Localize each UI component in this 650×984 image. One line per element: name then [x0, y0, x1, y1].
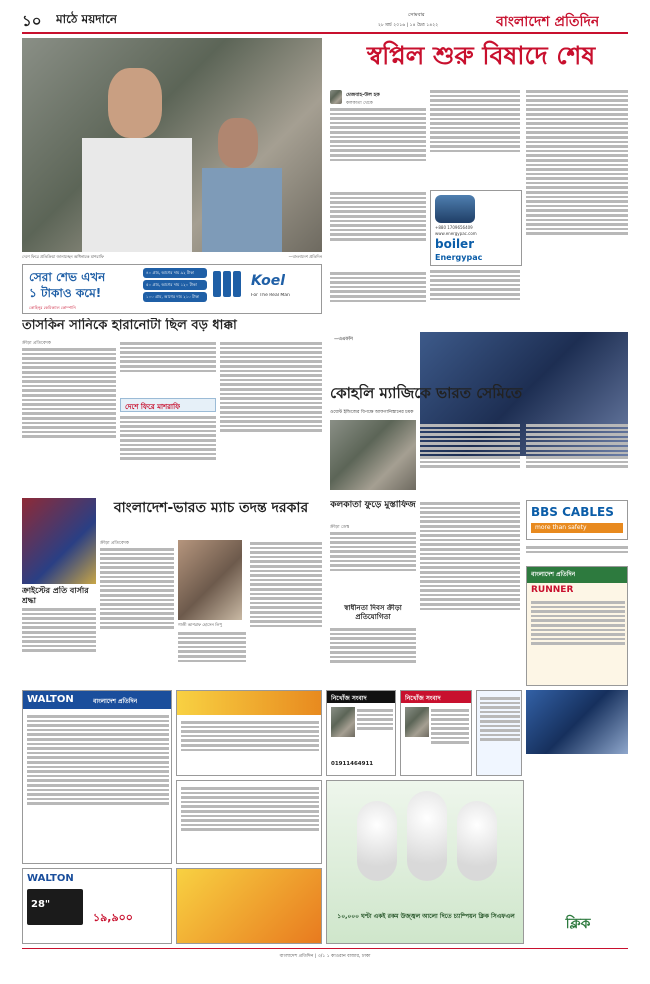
photo-credit: —বাংলাদেশ প্রতিদিন	[288, 254, 322, 259]
quiz-banner-header	[177, 691, 321, 715]
koel-company: কোহিনূর কেমিক্যাল কোম্পানি	[29, 305, 76, 310]
article4-col2	[178, 630, 246, 686]
runner-bike-ad[interactable]	[526, 690, 628, 754]
mustafiz-col2	[526, 544, 628, 562]
koel-tagline: For The Real Man	[251, 293, 290, 298]
afghan-photo	[330, 420, 416, 490]
footer-rule	[22, 948, 628, 949]
side2-headline: কলকাতা ফুড়ে মুস্তাফিজ	[330, 500, 416, 510]
cfl-bulb-2	[407, 791, 447, 881]
koel-offer2: ৫০ গ্রাম, আগের দাম ১২০ টাকা	[146, 282, 197, 287]
energypac-brand: Energypac	[435, 253, 483, 262]
brand-logo: বাংলাদেশ প্রতিদিন	[496, 14, 600, 30]
bbs-tagline: more than safety	[535, 524, 587, 531]
obituary-photo	[331, 707, 355, 737]
koel-offer1: ৪০ গ্রাম, আগের দাম ৯২ টাকা	[146, 270, 195, 275]
runner-quiz-brand: RUNNER	[531, 585, 574, 595]
lead-body-col3	[526, 88, 628, 326]
koel-can2	[223, 271, 231, 297]
article3-headline: কোহলি ম্যাজিকে ভারত সেমিতে	[330, 384, 523, 402]
walton-ad-brand: WALTON	[27, 873, 74, 884]
click-brand: ক্লিক	[565, 916, 591, 932]
missing-photo	[405, 707, 429, 737]
article2-subhead: দেশে ফিরে মাশরাফি	[125, 403, 181, 411]
side3-body	[330, 626, 416, 686]
quiz-form-body	[181, 785, 319, 861]
walton-quiz-questions	[27, 713, 169, 861]
section-title: মাঠে ময়দানে	[56, 12, 118, 26]
issue-date: ২৮ মার্চ ২০১৬ | ১৪ চৈত্র ১৪২২	[378, 23, 439, 28]
article3-photo-caption: —এএফপি	[334, 337, 353, 342]
tiger-ad[interactable]	[176, 868, 322, 944]
walton-tv-ad[interactable]	[22, 868, 172, 944]
article3-intro: ওয়েস্ট ইন্ডিজের বিপক্ষে আফগানিস্তানের চমক	[330, 410, 414, 415]
missing-title: নিখোঁজ সংবাদ	[405, 695, 441, 702]
missing-box	[400, 690, 472, 776]
article3-col3	[420, 500, 520, 686]
lead-body-col1	[330, 106, 426, 190]
lead-body-col6	[330, 270, 426, 326]
energypac-phone: +880 1709656409	[435, 225, 473, 230]
article2-headline: তাসকিন সানিকে হারানোটা ছিল বড় ধাক্কা	[22, 318, 237, 333]
article4-byline: ক্রীড়া প্রতিবেদক	[100, 541, 129, 546]
lead-body-col4	[330, 190, 426, 270]
walton-quiz-brand: WALTON	[27, 694, 74, 705]
koel-can1	[213, 271, 221, 297]
koel-ad[interactable]	[22, 264, 322, 314]
footer-text: বাংলাদেশ প্রতিদিন | ৩/১ ১ কাওরান বাজার, ঢাকা	[279, 954, 371, 959]
side1-body	[22, 606, 96, 686]
article3-col1	[420, 422, 520, 498]
author-photo	[330, 90, 342, 104]
article2-subhead-box	[120, 398, 216, 412]
walton-quiz-paper: বাংলাদেশ প্রতিদিন	[93, 698, 138, 705]
boiler-image	[435, 195, 475, 223]
masthead-rule	[22, 32, 628, 34]
walton-quiz[interactable]	[22, 690, 172, 864]
author-desk: কলকাতা থেকে	[346, 101, 373, 106]
author-name: মেজবাহ-উল হক	[346, 92, 380, 98]
koel-offer3: ১০০ গ্রাম, আগের দাম ২১০ টাকা	[146, 294, 200, 299]
koel-brand: Koel	[251, 273, 285, 289]
walton-tv-price: ১৯,৯০০	[93, 911, 133, 924]
runner-quiz[interactable]	[526, 566, 628, 686]
obituary-box	[326, 690, 396, 776]
energypac-web: www.energypac.com	[435, 231, 477, 236]
article2-col3	[120, 414, 216, 496]
article2-col1	[22, 346, 116, 496]
photo-caption: দেশে ফিরে প্রতিক্রিয়া জানাচ্ছেন অধিনায়ক মাশরাফি	[22, 254, 104, 259]
lead-body-col5	[430, 268, 520, 326]
side2-body	[330, 530, 416, 600]
quiz-banner[interactable]	[176, 690, 322, 776]
article2-col2	[120, 340, 216, 396]
koel-line1: সেরা শেভ এখন	[29, 270, 106, 284]
cfl-bulb-1	[357, 801, 397, 881]
page-number: ১০	[22, 12, 42, 30]
quiz-banner-body	[181, 719, 319, 773]
small-notice	[476, 690, 522, 776]
masthead	[22, 10, 628, 32]
article4-col3	[250, 540, 322, 686]
quiz-form[interactable]	[176, 780, 322, 864]
lead-headline: স্বপ্নিল শুরু বিষাদে শেষ	[366, 41, 596, 70]
runner-quiz-questions	[531, 599, 625, 679]
side2-byline: ক্রীড়া ডেস্ক	[330, 525, 350, 530]
article4-headline: বাংলাদেশ-ভারত ম্যাচ তদন্ত দরকার	[113, 500, 309, 516]
energypac-product: boiler	[435, 237, 475, 251]
koel-line2: ১ টাকাও কমে!	[29, 286, 102, 300]
runner-quiz-paper: বাংলাদেশ প্রতিদিন	[531, 571, 576, 578]
article4-col1	[100, 546, 174, 686]
cfl-bulb-3	[457, 801, 497, 881]
energypac-ad[interactable]	[430, 190, 522, 266]
bbs-brand: BBS CABLES	[531, 505, 614, 519]
side3-headline: স্বাধীনতা দিবস ক্রীড়া প্রতিযোগিতা	[344, 604, 402, 621]
koel-can3	[233, 271, 241, 297]
bbs-ad[interactable]	[526, 500, 628, 540]
lead-photo	[22, 38, 322, 252]
obituary-title: নিখোঁজ সংবাদ	[331, 695, 367, 702]
side1-headline: ক্রাইস্টের প্রতি বার্সার শ্রদ্ধা	[22, 586, 89, 605]
lead-body-col2	[430, 88, 520, 190]
obituary-phone: 01911464911	[331, 761, 374, 767]
article4-photo-caption: গাজী আশরাফ হোসেন লিপু	[178, 622, 222, 627]
walton-tv-size: 28"	[31, 899, 51, 910]
article2-byline: ক্রীড়া প্রতিবেদক	[22, 341, 51, 346]
click-ad-text: ১০,০০০ ঘণ্টা একই রকম উজ্জ্বল আলো দিতে চ্যাম্পিয়ন ক্লিক সিএফএল	[337, 913, 515, 920]
click-cfl-ad[interactable]	[326, 780, 524, 944]
issue-day: সোমবার	[408, 12, 425, 18]
barca-photo	[22, 498, 96, 584]
lipu-photo	[178, 540, 242, 620]
article2-col4	[220, 340, 322, 496]
article3-col2	[526, 422, 628, 498]
